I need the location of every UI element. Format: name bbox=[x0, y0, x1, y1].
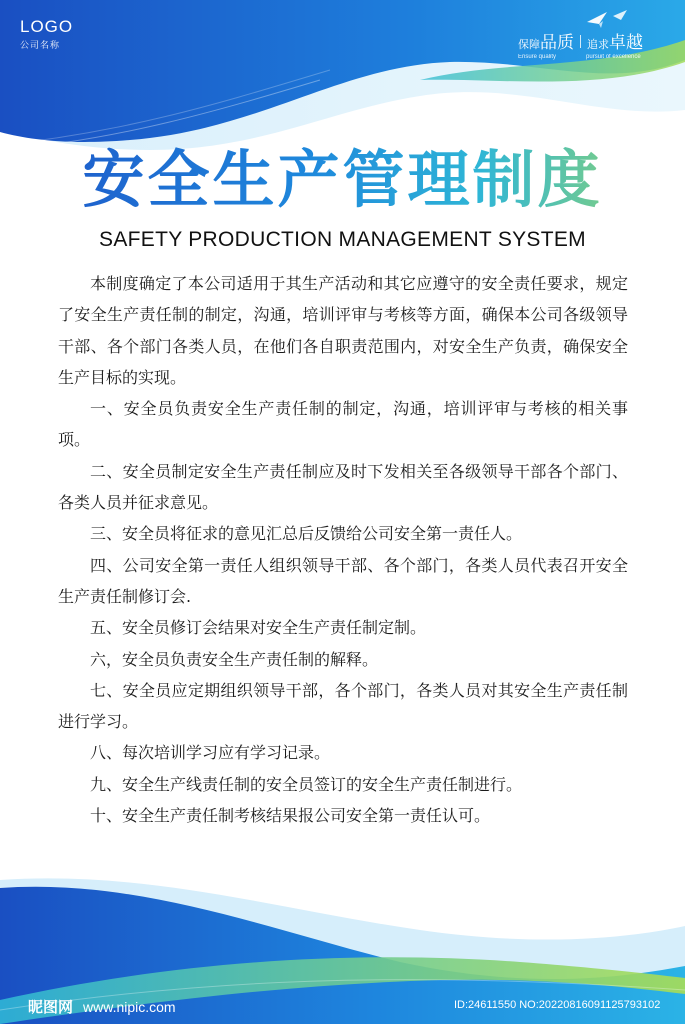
slogan-en-1: Ensure quality bbox=[518, 54, 557, 60]
clause-1: 一、安全员负责安全生产责任制的制定，沟通，培训评审与考核的相关事项。 bbox=[58, 399, 628, 450]
slogan-1b: 品质 bbox=[540, 33, 574, 53]
page-subtitle: SAFETY PRODUCTION MANAGEMENT SYSTEM bbox=[99, 228, 586, 251]
watermark-site: www.nipic.com bbox=[83, 998, 176, 1015]
slogan-en-2: pursuit of excellence bbox=[586, 54, 641, 60]
clause-9: 九、安全生产线责任制的安全员签订的安全生产责任制进行。 bbox=[90, 774, 523, 794]
paper-plane-icon bbox=[585, 8, 629, 30]
company-name: 公司名称 bbox=[20, 41, 61, 51]
header-wave-background bbox=[0, 0, 685, 160]
clause-3: 三、安全员将征求的意见汇总后反馈给公司安全第一责任人。 bbox=[90, 524, 523, 544]
slogan-2a: 追求 bbox=[587, 38, 609, 51]
logo-text: LOGO bbox=[20, 17, 74, 36]
watermark-brand: 昵图网 bbox=[28, 998, 74, 1016]
clause-5: 五、安全员修订会结果对安全生产责任制定制。 bbox=[90, 618, 427, 638]
clause-7: 七、安全员应定期组织领导干部，各个部门，各类人员对其安全生产责任制进行学习。 bbox=[58, 680, 628, 732]
company-logo bbox=[20, 18, 73, 51]
page-title: 安全生产管理制度 bbox=[0, 140, 685, 220]
clause-4: 四、公司安全第一责任人组织领导干部、各个部门，各类人员代表召开安全生产责任制修订会. bbox=[58, 555, 628, 606]
slogan-divider bbox=[580, 35, 581, 48]
watermark bbox=[28, 996, 176, 1017]
intro-paragraph: 本制度确定了本公司适用于其生产活动和其它应遵守的安全责任要求，规定了安全生产责任制的制定，沟通，培训评审与考核等方面，确保本公司各级领导干部、各个部门各类人员，在他们各自职责范围内，对安全生产负责，确保安全生产目标的实现。 bbox=[58, 274, 628, 387]
image-id: ID:24611550 NO:20220816091125793102 bbox=[454, 999, 661, 1011]
clause-10: 十、安全生产责任制考核结果报公司安全第一责任认可。 bbox=[90, 806, 491, 826]
slogan bbox=[518, 28, 643, 60]
regulation-content bbox=[58, 268, 628, 831]
slogan-2b: 卓越 bbox=[609, 33, 643, 53]
clause-6: 六，安全员负责安全生产责任制的解释。 bbox=[90, 649, 379, 669]
clause-2: 二、安全员制定安全生产责任制应及时下发相关至各级领导干部各个部门、各类人员并征求意见。 bbox=[58, 461, 628, 513]
slogan-1a: 保障 bbox=[518, 38, 540, 51]
clause-8: 八、每次培训学习应有学习记录。 bbox=[90, 743, 331, 763]
